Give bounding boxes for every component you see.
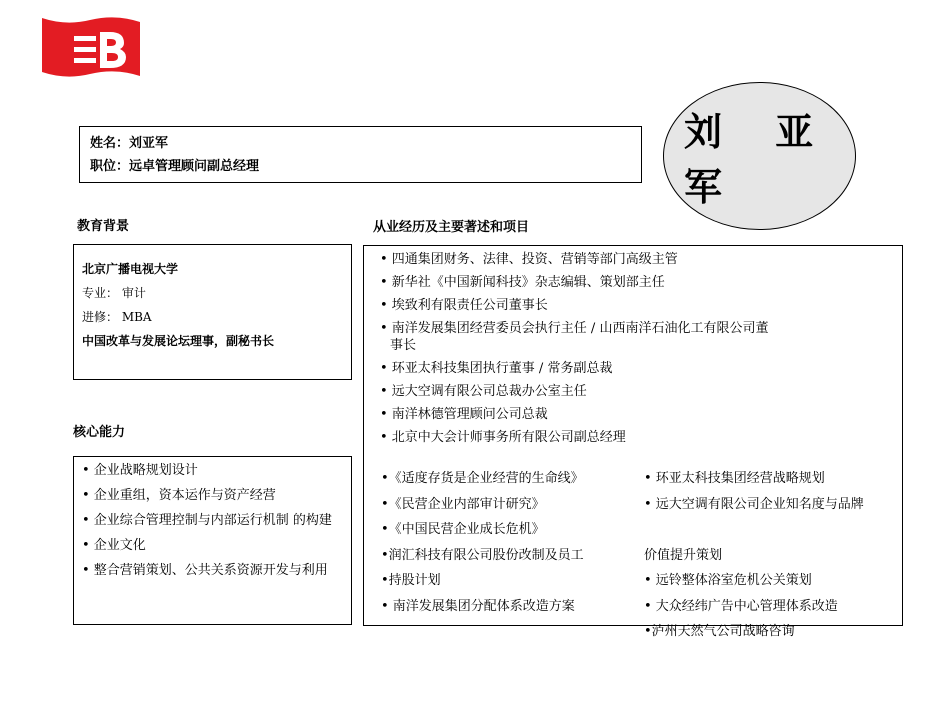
education-heading: 教育背景 xyxy=(77,219,130,234)
experience-item: • 南洋发展集团经营委员会执行主任 / 山西南洋石油化工有限公司董事长 xyxy=(380,321,769,353)
project-item: • 南洋发展集团分配体系改造方案 xyxy=(381,598,575,614)
project-item: • 大众经纬广告中心管理体系改造 xyxy=(644,598,838,614)
experience-box xyxy=(363,245,903,639)
core-item: • 整合营销策划、公共关系资源开发与利用 xyxy=(82,563,328,578)
project-item xyxy=(644,521,899,547)
name-oval xyxy=(663,82,856,230)
experience-item: • 环亚太科技集团执行董事 / 常务副总裁 xyxy=(380,361,613,376)
logo-flag-icon xyxy=(40,16,142,84)
experience-list xyxy=(380,251,890,452)
education-box xyxy=(73,244,352,380)
publication-item: •《民营企业内部审计研究》 xyxy=(381,496,545,512)
experience-item: • 远大空调有限公司总裁办公室主任 xyxy=(380,384,587,399)
project-item: 价值提升策划 xyxy=(644,547,723,563)
core-heading: 核心能力 xyxy=(73,425,126,440)
project-item: • 远铃整体浴室危机公关策划 xyxy=(644,573,812,588)
forum-role: 中国改革与发展论坛理事，副秘书长 xyxy=(82,334,275,348)
project-item: •泸州天然气公司战略咨询 xyxy=(644,624,795,639)
publication-item: •《适度存货是企业经营的生命线》 xyxy=(381,471,584,486)
experience-item: • 四通集团财务、法律、投资、营销等部门高级主管 xyxy=(380,252,678,267)
experience-heading: 从业经历及主要著述和项目 xyxy=(373,220,530,235)
core-item: • 企业重组，资本运作与资产经营 xyxy=(82,488,276,503)
project-item: •润汇科技有限公司股份改制及员工 xyxy=(381,547,584,563)
core-item: • 企业综合管理控制与内部运行机制 的构建 xyxy=(82,513,332,528)
experience-item: • 埃致利有限责任公司董事长 xyxy=(380,298,548,313)
experience-item: • 新华社《中国新闻科技》杂志编辑、策划部主任 xyxy=(380,275,665,290)
publications-list xyxy=(381,470,636,623)
publication-item: •《中国民营企业成长危机》 xyxy=(381,522,545,537)
position-line: 职位：远卓管理顾问副总经理 xyxy=(90,159,260,174)
experience-item: • 北京中大会计师事务所有限公司副总经理 xyxy=(380,430,626,445)
name-line: 姓名：刘亚军 xyxy=(90,136,169,151)
project-item: • 远大空调有限公司企业知名度与品牌 xyxy=(644,496,864,512)
projects-list xyxy=(644,470,899,649)
company-logo xyxy=(40,16,142,84)
further-study: 进修： MBA xyxy=(82,310,152,324)
major: 专业： 审计 xyxy=(82,286,146,300)
core-item: • 企业文化 xyxy=(82,538,146,553)
school-name: 北京广播电视大学 xyxy=(82,262,179,276)
big-name: 刘 亚 军 xyxy=(684,109,834,209)
core-item: • 企业战略规划设计 xyxy=(82,463,198,478)
experience-item: • 南洋林德管理顾问公司总裁 xyxy=(380,407,548,422)
name-position-box xyxy=(79,126,642,183)
project-item: • 环亚太科技集团经营战略规划 xyxy=(644,471,825,486)
core-box xyxy=(73,456,352,625)
project-item: •持股计划 xyxy=(381,573,441,588)
